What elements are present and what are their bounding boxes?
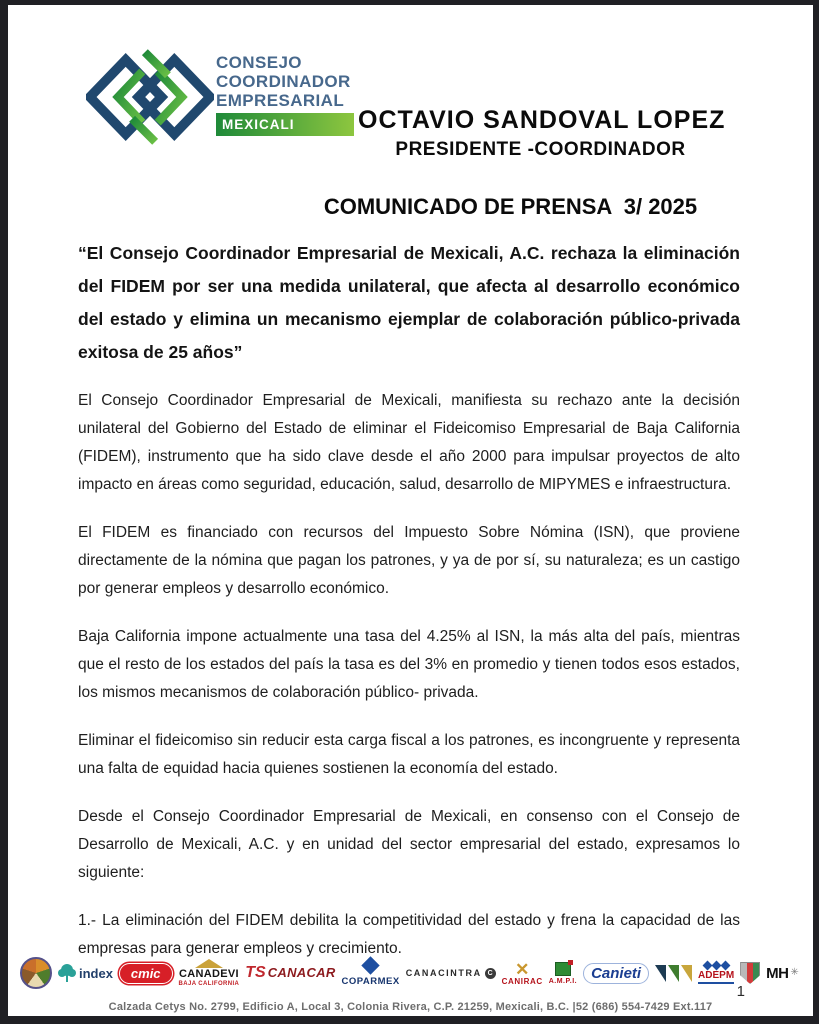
triangle-icon <box>668 965 679 982</box>
paragraph: El Consejo Coordinador Empresarial de Mexicali, manifiesta su rechazo ante la decisión unilateral del Gobierno del Estado de eliminar el Fideicomiso Empresarial de Baja California (FIDEM), instrumento que ha sido clave desde el año 2000 para impulsar proyectos de alto impacto en áreas como seguridad, educación, salud, desarrollo de MIPYMES e infraestructura. <box>78 392 740 493</box>
president-name: OCTAVIO SANDOVAL LOPEZ <box>358 106 726 134</box>
crest-icon <box>740 962 760 984</box>
press-release-title: COMUNICADO DE PRENSA 3/ 2025 <box>323 194 698 219</box>
document-page <box>8 5 813 1016</box>
cce-logo-text <box>216 53 354 136</box>
adepm-logo: ADEPM <box>698 962 734 984</box>
mh-logo: MH ✳ <box>766 964 799 982</box>
paragraph: 1.- La eliminación del FIDEM debilita la competitividad del estado y frena la capacidad de las empresas para generar empleos y crecimiento. <box>78 912 740 957</box>
tree-icon <box>58 963 76 983</box>
paragraph: El FIDEM es financiado con recursos del Impuesto Sobre Nómina (ISN), que proviene directamente de la nómina que pagan los patrones, y ya de por sí, su naturaleza; es un castigo por generar empleos y desarrollo económico. <box>78 524 740 597</box>
president-role: PRESIDENTE -COORDINADOR <box>395 139 686 160</box>
member-logos-strip <box>20 950 799 996</box>
triangles-association-logo <box>655 965 692 982</box>
interlocked-diamonds-icon <box>704 962 729 969</box>
cce-diamonds-icon <box>86 45 214 154</box>
x-icon: ✕ <box>515 959 530 979</box>
triangle-icon <box>681 965 692 982</box>
eagle-emblem-logo <box>740 962 760 984</box>
asterisk-icon: ✳ <box>790 967 799 978</box>
cmic-logo: cmic <box>119 963 173 984</box>
index-logo: index <box>58 963 113 983</box>
flag-icon <box>555 962 571 976</box>
ampi-logo: A.M.P.I. <box>549 962 577 985</box>
logo-line3: EMPRESARIAL <box>216 91 345 110</box>
mountain-icon <box>195 959 223 968</box>
footer-address: Calzada Cetys No. 2799, Edificio A, Local 3, Colonia Rivera, C.P. 21259, Mexicali, B.C. |52 (686) 554-7429 Ext.117 <box>108 1001 713 1013</box>
canirac-logo: ✕ CANIRAC <box>501 959 543 986</box>
logo-line1: CONSEJO <box>216 53 302 72</box>
lead-statement: “El Consejo Coordinador Empresarial de Mexicali, A.C. rechaza la eliminación del FIDEM por ser una medida unilateral, que afecta al desarrollo económico del estado y elimina un mecanismo ejemplar de colaboración público-privada exitosa de 25 años” <box>78 243 740 362</box>
diamond-icon <box>361 957 379 975</box>
logo-mexicali-badge: MEXICALI <box>216 113 354 136</box>
president-block <box>358 106 726 161</box>
c-circle-icon: C <box>485 968 496 979</box>
coparmex-logo: COPARMEX <box>342 959 400 987</box>
canadevi-logo: CANADEVI BAJA CALIFORNIA <box>179 959 240 987</box>
paragraph: Baja California impone actualmente una tasa del 4.25% al ISN, la más alta del país, mientras que el resto de los estados del país la tasa es del 3% en promedio y tienen todos esos estados, los mismos mecanismos de colaboración público- privada. <box>78 628 740 701</box>
canacar-logo: TS CANACAR <box>245 964 336 981</box>
logo-line2: COORDINADOR <box>216 72 351 91</box>
paragraph: Eliminar el fideicomiso sin reducir esta carga fiscal a los patrones, es incongruente y representa una falta de equidad hacia quienes sostienen la economía del estado. <box>78 732 740 777</box>
canieti-logo: Canieti <box>583 963 649 984</box>
seal-emblem-logo <box>20 957 52 989</box>
paragraph: Desde el Consejo Coordinador Empresarial de Mexicali, en consenso con el Consejo de Desarrollo de Mexicali, A.C. y en unidad del sector empresarial del estado, expresamos lo siguiente: <box>78 808 740 881</box>
document-body <box>78 237 740 983</box>
page-number: 1 <box>736 983 745 1000</box>
triangle-icon <box>655 965 666 982</box>
canacintra-logo: CANACINTRA C <box>406 968 496 979</box>
